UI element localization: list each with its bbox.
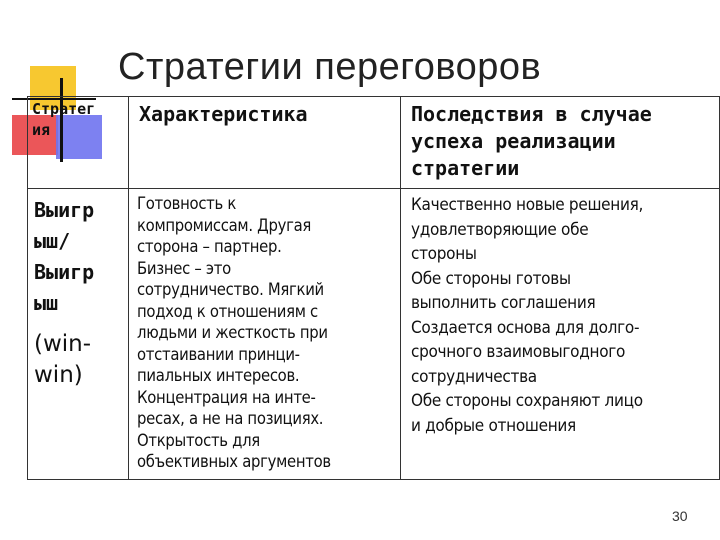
strategy-alt-line: win)	[34, 362, 83, 388]
table-row	[28, 189, 720, 480]
characteristic-line: сотрудничество. Мягкий	[137, 280, 324, 299]
characteristic-line: объективных аргументов	[137, 452, 331, 471]
consequences-line: удовлетворяющие обе	[410, 219, 589, 240]
characteristic-line: Бизнес – это	[137, 258, 231, 278]
characteristic-line: подход к отношениям с	[137, 301, 318, 321]
header-consequences	[400, 97, 719, 189]
strategy-line: ыш/	[34, 229, 71, 253]
consequences-line: Создается основа для долго-	[410, 317, 640, 338]
header-strategy-line: ия	[32, 121, 51, 139]
header-strategy-line: Стратег	[32, 100, 96, 118]
characteristic-line: компромиссам. Другая	[137, 215, 311, 235]
strategy-line: Выигр	[34, 198, 95, 222]
characteristic-line: пиальных интересов.	[137, 366, 300, 385]
cell-consequences	[400, 189, 719, 480]
consequences-line: и добрые отношения	[410, 415, 576, 436]
header-strategy	[28, 97, 129, 189]
header-characteristic: Характеристика	[129, 97, 401, 189]
consequences-line: Обе стороны готовы	[410, 268, 571, 289]
characteristic-line: Готовность к	[137, 194, 237, 213]
consequences-line: срочного взаимовыгодного	[410, 342, 626, 362]
consequences-line: стороны	[410, 244, 477, 264]
table-header-row	[28, 97, 720, 189]
consequences-line: сотрудничества	[410, 366, 537, 387]
characteristic-line: ресах, а не на позициях.	[137, 409, 324, 428]
strategy-table	[27, 96, 720, 480]
page-number: 30	[672, 508, 688, 524]
slide-title: Стратегии переговоров	[118, 46, 542, 88]
strategy-alt-line: (win-	[34, 331, 92, 357]
header-consequences-line: Последствия в случае	[410, 102, 652, 126]
characteristic-line: сторона – партнер.	[137, 237, 282, 256]
consequences-line: Обе стороны сохраняют лицо	[410, 391, 643, 411]
characteristic-line: Концентрация на инте-	[137, 387, 316, 407]
cell-strategy	[28, 189, 129, 480]
header-consequences-line: успеха реализации	[410, 129, 616, 153]
characteristic-line: людьми и жесткость при	[137, 323, 328, 342]
cell-characteristic	[129, 189, 401, 480]
consequences-line: выполнить соглашения	[410, 293, 596, 313]
consequences-line: Качественно новые решения,	[410, 195, 644, 215]
strategy-english-label	[34, 329, 128, 391]
characteristic-line: отстаивании принци-	[137, 344, 300, 364]
characteristic-line: Открытость для	[137, 430, 260, 450]
header-consequences-line: стратегии	[410, 156, 520, 180]
strategy-line: ыш	[34, 291, 59, 315]
strategy-line: Выигр	[34, 260, 95, 284]
